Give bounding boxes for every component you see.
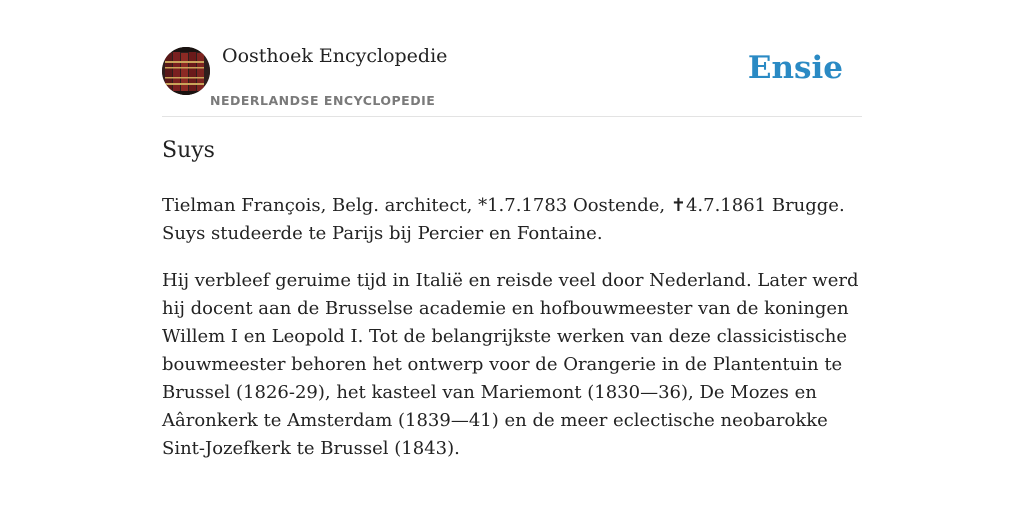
entry-title: Suys [162, 138, 215, 163]
encyclopedia-books-icon[interactable] [162, 47, 210, 95]
source-subtitle: NEDERLANDSE ENCYCLOPEDIE [210, 93, 436, 108]
entry-paragraph: Tielman François, Belg. architect, *1.7.1783 Oostende, ✝4.7.1861 Brugge. Suys studeerde te Parijs bij Percier en Fontaine. [162, 195, 845, 244]
entry-body [162, 192, 862, 482]
brand-logo[interactable]: Ensie [747, 50, 843, 86]
source-header [162, 40, 862, 117]
source-title[interactable]: Oosthoek Encyclopedie [222, 45, 448, 67]
entry-paragraph: Hij verbleef geruime tijd in Italië en reisde veel door Nederland. Later werd hij docent aan de Brusselse academie en hofbouwmeester van de koningen Willem I en Leopold I. Tot de belangrijkste werken van deze classicistische bouwmeester behoren het ontwerp voor de Orangerie in de Plantentuin te Brussel (1826-29), het kasteel van Mariemont (1830—36), De Mozes en Aâronkerk te Amsterdam (1839—41) en de meer eclectische neobarokke Sint-Jozefkerk te Brussel (1843). [162, 270, 859, 459]
